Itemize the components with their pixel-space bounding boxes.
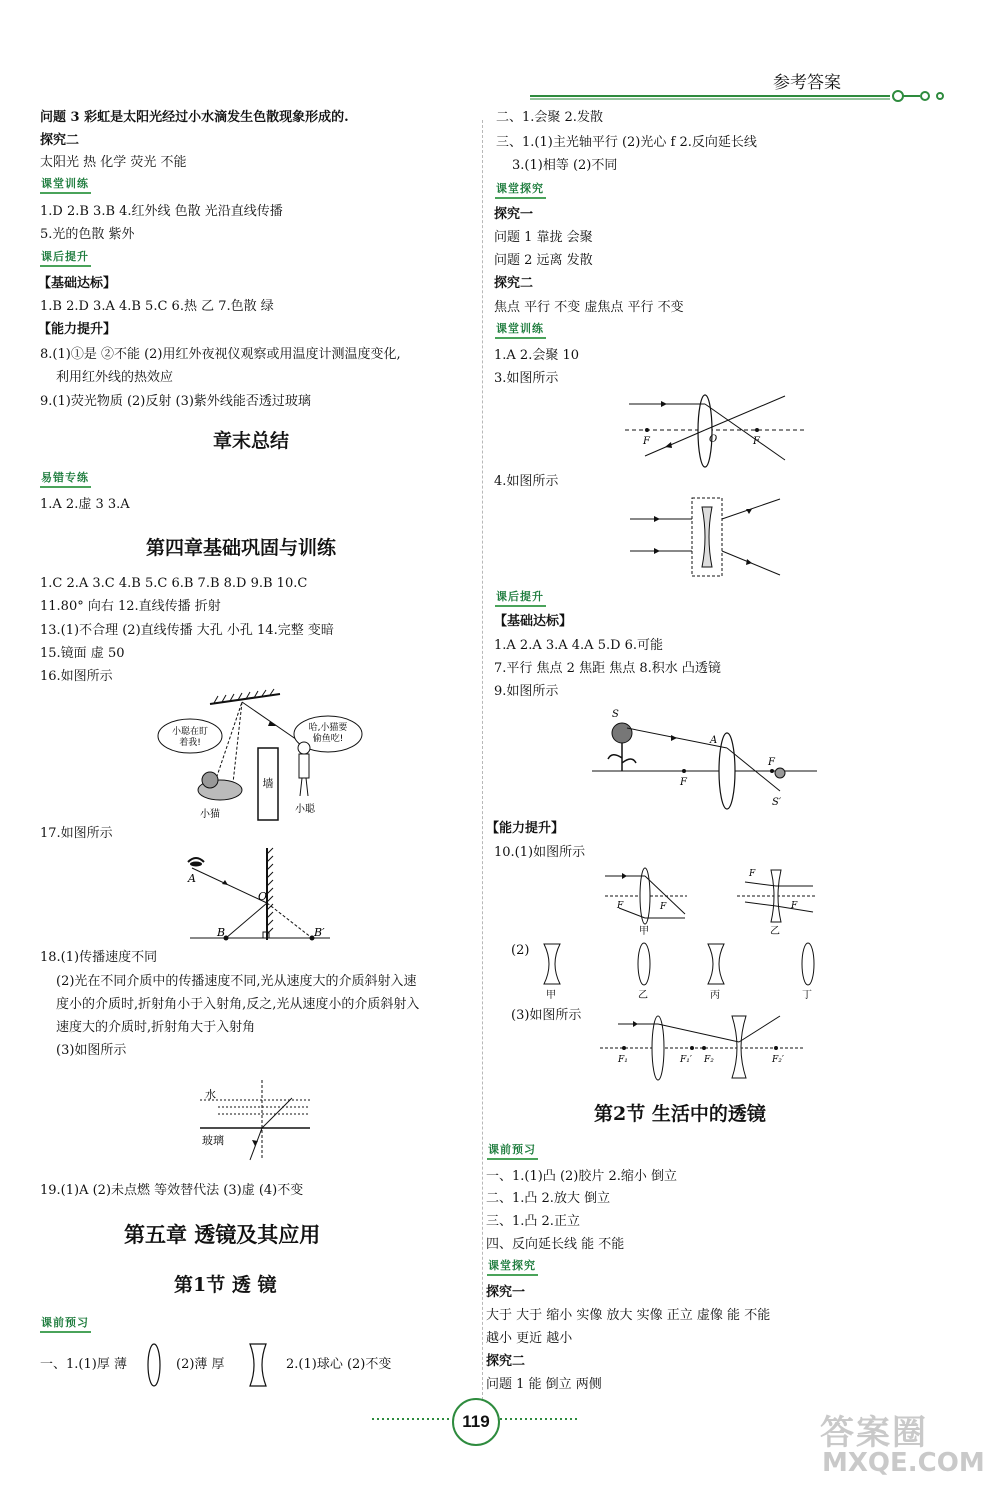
figure-3-convex-lens bbox=[625, 392, 805, 470]
answer-line: 度小的介质时,折射角小于入射角,反之,光从速度小的介质斜射入 bbox=[56, 997, 420, 1012]
heading-chapter5: 第五章 透镜及其应用 bbox=[124, 1222, 321, 1247]
heading-chapter4: 第四章基础巩固与训练 bbox=[146, 537, 337, 559]
column-divider bbox=[482, 120, 483, 1415]
convex-lens-icon bbox=[146, 1342, 162, 1388]
page-header-title: 参考答案 bbox=[773, 73, 841, 93]
answer-line: 8.(1)①是 ②不能 (2)用红外夜视仪观察或用温度计测温度变化, bbox=[40, 347, 401, 362]
svg-text:F: F bbox=[768, 757, 775, 768]
answer-line: 一、1.(1)凸 (2)胶片 2.缩小 倒立 bbox=[486, 1169, 678, 1184]
answer-line: 速度大的介质时,折射角大于入射角 bbox=[56, 1020, 256, 1035]
svg-text:F: F bbox=[753, 436, 760, 447]
figure-9-lens-image bbox=[592, 703, 822, 811]
svg-text:丙: 丙 bbox=[710, 990, 720, 1001]
boy-label: 小聪 bbox=[295, 804, 315, 815]
figure-17-reflection bbox=[180, 848, 350, 948]
svg-text:甲: 甲 bbox=[546, 990, 556, 1001]
svg-text:甲: 甲 bbox=[639, 926, 649, 937]
section-tag: 课前预习 bbox=[487, 1143, 538, 1160]
section-tag: 课后提升 bbox=[495, 590, 546, 607]
answer-line: 焦点 平行 不变 虚焦点 平行 不变 bbox=[494, 300, 684, 315]
section-tag: 课前预习 bbox=[40, 1316, 91, 1333]
answer-line: 二、1.会聚 2.发散 bbox=[496, 110, 603, 125]
concave-lens-icon bbox=[248, 1342, 268, 1388]
answer-line: 一、1.(1)厚 薄 bbox=[40, 1357, 127, 1372]
section-label: 【能力提升】 bbox=[486, 821, 565, 836]
section-label: 探究二 bbox=[40, 133, 80, 148]
answer-line: 17.如图所示 bbox=[40, 826, 113, 841]
svg-text:水: 水 bbox=[205, 1088, 216, 1101]
answer-line: (2)光在不同介质中的传播速度不同,光从速度大的介质斜射入速 bbox=[56, 974, 417, 989]
answer-line: 1.B 2.D 3.A 4.B 5.C 6.热 乙 7.色散 绿 bbox=[40, 299, 274, 314]
heading-section1: 第1节 透 镜 bbox=[174, 1274, 277, 1296]
figure-18-refraction bbox=[200, 1080, 320, 1165]
svg-text:F: F bbox=[643, 436, 650, 447]
answer-line: 16.如图所示 bbox=[40, 669, 113, 684]
svg-text:S′: S′ bbox=[772, 797, 782, 808]
section-label: 探究二 bbox=[494, 276, 534, 291]
svg-text:B: B bbox=[217, 926, 226, 939]
figure-4-lens-box bbox=[630, 495, 790, 580]
watermark-logo: 答案圈 bbox=[820, 1413, 928, 1453]
header-decoration bbox=[530, 88, 950, 104]
svg-text:乙: 乙 bbox=[770, 926, 780, 937]
svg-text:玻璃: 玻璃 bbox=[202, 1134, 224, 1147]
answer-line: 13.(1)不合理 (2)直线传播 大孔 小孔 14.完整 变暗 bbox=[40, 623, 334, 638]
answer-line: 11.80° 向右 12.直线传播 折射 bbox=[40, 599, 221, 614]
cat-label: 小猫 bbox=[200, 809, 220, 820]
section-label: 【能力提升】 bbox=[38, 322, 117, 337]
svg-text:F₂: F₂ bbox=[704, 1055, 714, 1065]
answer-line: 越小 更近 越小 bbox=[486, 1331, 573, 1346]
svg-text:F₁: F₁ bbox=[618, 1055, 628, 1065]
section-label: 探究一 bbox=[486, 1285, 526, 1300]
svg-text:F: F bbox=[680, 777, 687, 788]
svg-text:O: O bbox=[258, 890, 268, 903]
svg-text:乙: 乙 bbox=[638, 990, 648, 1001]
section-label: 【基础达标】 bbox=[494, 614, 573, 629]
answer-line: 7.平行 焦点 2 焦距 焦点 8.积水 凸透镜 bbox=[494, 661, 721, 676]
section-label: 探究二 bbox=[486, 1354, 526, 1369]
svg-text:F: F bbox=[617, 901, 624, 911]
figure-10-1-lenses bbox=[605, 862, 825, 937]
answer-line: 9.如图所示 bbox=[494, 684, 559, 699]
answer-line: 9.(1)荧光物质 (2)反射 (3)紫外线能否透过玻璃 bbox=[40, 394, 311, 409]
figure-10-2-lens-shapes bbox=[538, 940, 828, 1000]
svg-text:F: F bbox=[660, 902, 667, 912]
watermark-url: MXQE.COM bbox=[822, 1448, 985, 1478]
svg-text:F₂′: F₂′ bbox=[772, 1055, 784, 1065]
answer-line: 问题 2 远离 发散 bbox=[494, 253, 593, 268]
bubble-text-2: 哈,小猫要偷鱼吃! bbox=[308, 723, 348, 744]
bubble-text-1: 小聪在盯着我! bbox=[171, 727, 209, 748]
answer-line: (3)如图所示 bbox=[511, 1008, 582, 1023]
section-tag: 易错专练 bbox=[40, 471, 91, 488]
figure-10-3-lens-system bbox=[600, 1012, 810, 1082]
answer-line: 1.A 2.会聚 10 bbox=[494, 348, 580, 363]
section-tag: 课堂训练 bbox=[40, 177, 91, 194]
section-tag: 课堂探究 bbox=[495, 182, 546, 199]
answer-line: 太阳光 热 化学 荧光 不能 bbox=[40, 155, 187, 170]
answer-line: 三、1.凸 2.正立 bbox=[486, 1214, 580, 1229]
answer-line: 三、1.(1)主光轴平行 (2)光心 f 2.反向延长线 bbox=[496, 135, 757, 150]
answer-line: 3.如图所示 bbox=[494, 371, 559, 386]
answer-line: 1.A 2.A 3.A 4.A 5.D 6.可能 bbox=[494, 638, 664, 653]
answer-line: (2) bbox=[511, 943, 530, 958]
svg-text:F₁′: F₁′ bbox=[680, 1055, 692, 1065]
answer-line: 19.(1)A (2)未点燃 等效替代法 (3)虚 (4)不变 bbox=[40, 1183, 304, 1198]
svg-text:F: F bbox=[749, 869, 756, 879]
svg-text:A: A bbox=[710, 735, 718, 746]
answer-line: 18.(1)传播速度不同 bbox=[40, 950, 158, 965]
answer-line: 10.(1)如图所示 bbox=[494, 845, 586, 860]
answer-line: 15.镜面 虚 50 bbox=[40, 646, 125, 661]
heading-section2: 第2节 生活中的透镜 bbox=[594, 1103, 766, 1125]
answer-line: 利用红外线的热效应 bbox=[56, 370, 174, 385]
answer-line: 5.光的色散 紫外 bbox=[40, 227, 135, 242]
answer-line: 四、反向延长线 能 不能 bbox=[486, 1237, 625, 1252]
answer-line: 1.A 2.虚 3 3.A bbox=[40, 497, 130, 512]
figure-16-mirror-scene bbox=[150, 692, 370, 822]
answer-line: 2.(1)球心 (2)不变 bbox=[286, 1357, 392, 1372]
svg-text:F: F bbox=[791, 901, 798, 911]
answer-line: 4.如图所示 bbox=[494, 474, 559, 489]
answer-line: 二、1.凸 2.放大 倒立 bbox=[486, 1191, 611, 1206]
svg-text:丁: 丁 bbox=[802, 990, 812, 1001]
answer-line: 1.C 2.A 3.C 4.B 5.C 6.B 7.B 8.D 9.B 10.C bbox=[40, 576, 308, 591]
answer-line: 问题 1 能 倒立 两侧 bbox=[486, 1377, 602, 1392]
svg-text:O: O bbox=[709, 434, 718, 445]
section-label: 探究一 bbox=[494, 207, 534, 222]
answer-line: 1.D 2.B 3.B 4.红外线 色散 光沿直线传播 bbox=[40, 204, 283, 219]
answer-line: 3.(1)相等 (2)不同 bbox=[512, 158, 618, 173]
page-number: 119 bbox=[452, 1398, 500, 1446]
section-label: 【基础达标】 bbox=[38, 276, 117, 291]
section-tag: 课堂训练 bbox=[495, 322, 546, 339]
wall-label: 墙 bbox=[262, 777, 274, 790]
section-tag: 课后提升 bbox=[40, 250, 91, 267]
answer-line: 问题 3 彩虹是太阳光经过小水滴发生色散现象形成的. bbox=[40, 110, 349, 125]
svg-text:A: A bbox=[188, 872, 196, 885]
heading-summary: 章末总结 bbox=[213, 430, 290, 452]
answer-line: (2)薄 厚 bbox=[176, 1357, 225, 1372]
svg-text:B′: B′ bbox=[314, 926, 325, 939]
section-tag: 课堂探究 bbox=[487, 1259, 538, 1276]
answer-line: (3)如图所示 bbox=[56, 1043, 127, 1058]
svg-text:S: S bbox=[612, 709, 619, 720]
answer-line: 大于 大于 缩小 实像 放大 实像 正立 虚像 能 不能 bbox=[486, 1308, 771, 1323]
answer-line: 问题 1 靠拢 会聚 bbox=[494, 230, 593, 245]
